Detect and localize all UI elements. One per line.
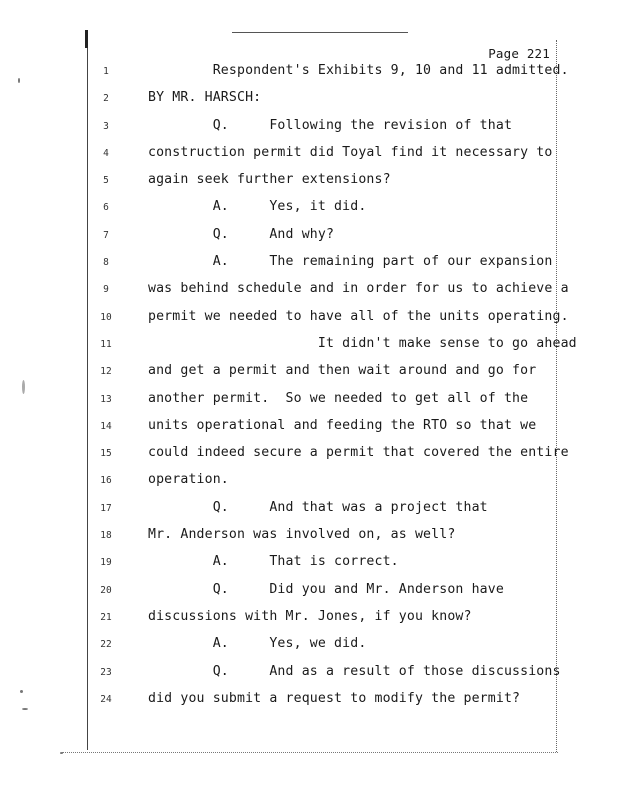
transcript-line <box>0 87 618 114</box>
line-text: Q. Did you and Mr. Anderson have <box>148 581 504 597</box>
line-text: A. That is correct. <box>148 554 399 570</box>
line-text: units operational and feeding the RTO so that we <box>148 417 537 433</box>
line-number: 23 <box>100 666 112 678</box>
scan-speck <box>20 690 23 693</box>
line-number: 17 <box>100 502 112 514</box>
line-text: BY MR. HARSCH: <box>148 90 262 106</box>
line-text: A. The remaining part of our expansion <box>148 254 553 270</box>
transcript-line <box>0 579 618 606</box>
line-text: was behind schedule and in order for us to achieve a <box>148 281 569 297</box>
line-text: It didn't make sense to go ahead <box>148 335 577 351</box>
scan-speck <box>60 752 63 754</box>
line-text: discussions with Mr. Jones, if you know? <box>148 608 472 624</box>
transcript-line <box>0 115 618 142</box>
line-number: 1 <box>103 66 109 77</box>
line-number: 19 <box>100 557 112 569</box>
transcript-line <box>0 196 618 223</box>
scan-speck <box>22 708 28 710</box>
line-number: 20 <box>100 584 112 596</box>
line-text: Q. And as a result of those discussions <box>148 663 561 679</box>
transcript-line <box>0 278 618 305</box>
line-text: Mr. Anderson was involved on, as well? <box>148 527 456 543</box>
transcript-line <box>0 661 618 688</box>
line-number: 15 <box>100 448 112 460</box>
line-number: 13 <box>100 393 112 405</box>
line-number: 12 <box>100 366 112 378</box>
line-number: 14 <box>100 420 112 432</box>
transcript-line <box>0 360 618 387</box>
line-number: 18 <box>100 530 112 542</box>
line-number: 4 <box>103 147 109 159</box>
line-number: 8 <box>103 257 109 269</box>
transcript-line <box>0 169 618 196</box>
line-text: did you submit a request to modify the permit? <box>148 690 521 706</box>
transcript-line <box>0 551 618 578</box>
transcript-line <box>0 333 618 360</box>
transcript-lines <box>0 60 618 715</box>
line-text: Q. Following the revision of that <box>148 117 513 133</box>
line-text: Respondent's Exhibits 9, 10 and 11 admitted. <box>148 63 569 78</box>
line-text: operation. <box>148 472 229 488</box>
line-text: construction permit did Toyal find it necessary to <box>148 144 553 160</box>
transcript-line <box>0 224 618 251</box>
line-number: 2 <box>103 93 109 105</box>
line-text: could indeed secure a permit that covered the entire <box>148 445 569 461</box>
transcript-line <box>0 60 618 87</box>
scan-speck <box>22 380 25 394</box>
line-number: 6 <box>103 202 109 214</box>
transcript-line <box>0 415 618 442</box>
transcript-line <box>0 606 618 633</box>
line-text: again seek further extensions? <box>148 172 391 188</box>
line-text: another permit. So we needed to get all of the <box>148 390 529 406</box>
line-number: 21 <box>100 611 112 623</box>
transcript-line <box>0 688 618 715</box>
transcript-line <box>0 524 618 551</box>
line-number: 3 <box>103 120 109 132</box>
line-number: 9 <box>103 284 109 296</box>
line-number: 22 <box>100 639 112 651</box>
line-text: A. Yes, it did. <box>148 199 367 215</box>
transcript-line <box>0 442 618 469</box>
bottom-rule <box>62 752 558 753</box>
left-margin-mark <box>85 30 88 48</box>
transcript-line <box>0 251 618 278</box>
top-rule <box>232 32 408 33</box>
line-text: Q. And that was a project that <box>148 499 488 515</box>
scan-speck <box>18 78 20 83</box>
line-text: permit we needed to have all of the units operating. <box>148 308 569 324</box>
line-number: 5 <box>103 175 109 187</box>
line-number: 11 <box>100 338 112 350</box>
transcript-line <box>0 388 618 415</box>
line-number: 24 <box>100 693 112 705</box>
line-number: 7 <box>103 229 109 241</box>
line-text: A. Yes, we did. <box>148 636 367 652</box>
transcript-line <box>0 306 618 333</box>
transcript-line <box>0 633 618 660</box>
page-number: Page 221 <box>488 46 550 61</box>
line-number: 16 <box>100 475 112 487</box>
transcript-line <box>0 497 618 524</box>
line-number: 10 <box>100 311 112 323</box>
transcript-line <box>0 142 618 169</box>
transcript-line <box>0 469 618 496</box>
line-text: and get a permit and then wait around and go for <box>148 363 537 379</box>
line-text: Q. And why? <box>148 226 335 242</box>
